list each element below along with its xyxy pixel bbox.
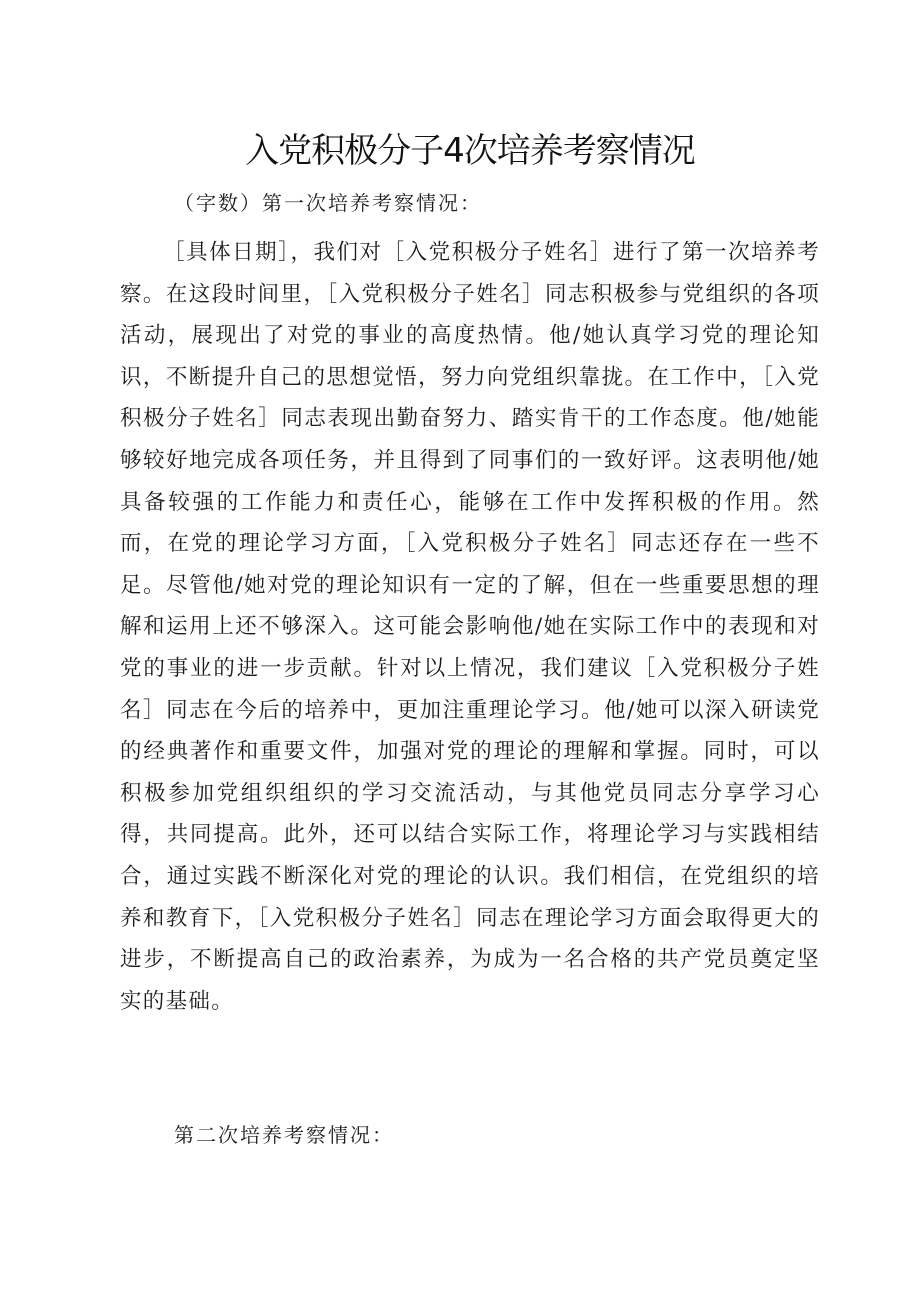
document-page xyxy=(120,0,820,1301)
section-2-heading: 第二次培养考察情况： xyxy=(174,1123,394,1147)
section-1-paragraph: ［具体日期］，我们对［入党积极分子姓名］进行了第一次培养考察。在这段时间里，［入党积极分子姓名］同志积极参与党组织的各项活动，展现出了对党的事业的高度热情。他/她认真学习党的理论知识，不断提升自己的思想觉悟，努力向党组织靠拢。在工作中，［入党积极分子姓名］同志表现出勤奋努力、踏实肯干的工作态度。他/她能够较好地完成各项任务，并且得到了同事们的一致好评。这表明他/她具备较强的工作能力和责任心，能够在工作中发挥积极的作用。然而，在党的理论学习方面，［入党积极分子姓名］同志还存在一些不足。尽管他/她对党的理论知识有一定的了解，但在一些重要思想的理解和运用上还不够深入。这可能会影响他/她在实际工作中的表现和对党的事业的进一步贡献。针对以上情况，我们建议［入党积极分子姓名］同志在今后的培养中，更加注重理论学习。他/她可以深入研读党的经典著作和重要文件，加强对党的理论的理解和掌握。同时，可以积极参加党组织组织的学习交流活动，与其他党员同志分享学习心得，共同提高。此外，还可以结合实际工作，将理论学习与实践相结合，通过实践不断深化对党的理论的认识。我们相信，在党组织的培养和教育下，［入党积极分子姓名］同志在理论学习方面会取得更大的进步，不断提高自己的政治素养，为成为一名合格的共产党员奠定坚实的基础。 xyxy=(120,240,820,1014)
document-title: 入党积极分子4次培养考察情况 xyxy=(245,131,695,171)
section-1-heading: （字数）第一次培养考察情况： xyxy=(174,191,482,215)
